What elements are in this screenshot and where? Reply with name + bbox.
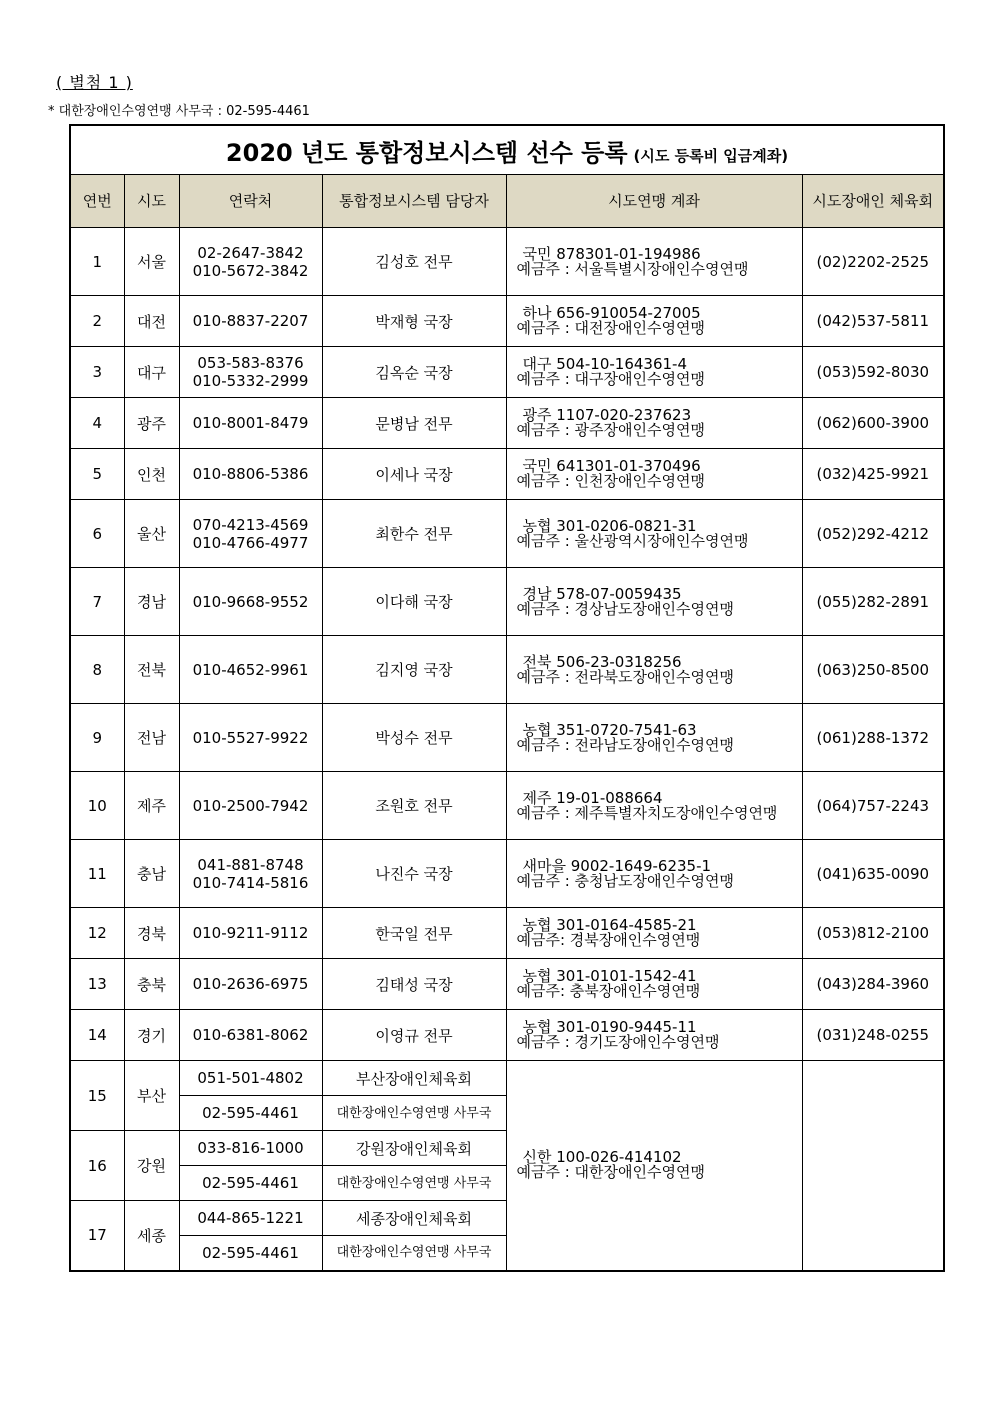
- table-row: [70, 704, 944, 772]
- row-account: [506, 840, 802, 908]
- table-row: [70, 296, 944, 347]
- account-bank: 국민 641301-01-370496: [522, 457, 701, 475]
- header-account: 시도연맹 계좌: [506, 175, 802, 228]
- header-row: [70, 175, 944, 228]
- row-account: [506, 296, 802, 347]
- row-no: 16: [70, 1131, 124, 1201]
- row-contact: [179, 1010, 322, 1061]
- phone-primary: 010-8837-2207: [192, 312, 309, 330]
- row-manager: 조원호 전무: [322, 772, 506, 840]
- account-bank: 농협 301-0101-1542-41: [522, 967, 697, 985]
- row-manager: 문병남 전무: [322, 398, 506, 449]
- row-account: [506, 449, 802, 500]
- row-assoc-phone: (02)2202-2525: [802, 228, 944, 296]
- row-contact: 02-595-4461: [179, 1166, 322, 1201]
- account-holder: 예금주 : 대전장애인수영연맹: [516, 319, 705, 337]
- account-bank: 하나 656-910054-27005: [522, 304, 701, 322]
- row-region: 경남: [124, 568, 179, 636]
- row-region: 부산: [124, 1061, 179, 1131]
- table-row: [70, 347, 944, 398]
- row-account: [506, 398, 802, 449]
- phone-primary: 010-5527-9922: [192, 728, 309, 747]
- row-manager: 박재형 국장: [322, 296, 506, 347]
- table-row: [70, 500, 944, 568]
- row-assoc-phone: (032)425-9921: [802, 449, 944, 500]
- row-manager: 대한장애인수영연맹 사무국: [322, 1096, 506, 1131]
- row-no: 3: [70, 347, 124, 398]
- row-assoc-phone: (064)757-2243: [802, 772, 944, 840]
- row-manager: 대한장애인수영연맹 사무국: [322, 1166, 506, 1201]
- account-holder: 예금주 : 전라남도장애인수영연맹: [516, 735, 734, 754]
- row-region: 충남: [124, 840, 179, 908]
- row-no: 7: [70, 568, 124, 636]
- account-bank: 국민 878301-01-194986: [522, 244, 701, 263]
- account-bank: 농협 301-0164-4585-21: [522, 916, 697, 934]
- account-bank: 농협 351-0720-7541-63: [522, 720, 697, 739]
- shared-account: [506, 1061, 802, 1271]
- row-assoc-phone: (043)284-3960: [802, 959, 944, 1010]
- account-bank: 경남 578-07-0059435: [522, 584, 682, 603]
- title-sub: (시도 등록비 입금계좌): [633, 146, 789, 165]
- row-contact: [179, 398, 322, 449]
- account-holder: 예금주 : 충청남도장애인수영연맹: [516, 871, 734, 890]
- row-no: 6: [70, 500, 124, 568]
- row-no: 2: [70, 296, 124, 347]
- header-contact: 연락처: [179, 175, 322, 228]
- header-manager: 통합정보시스템 담당자: [322, 175, 506, 228]
- row-manager: 나진수 국장: [322, 840, 506, 908]
- account-holder: 예금주 : 울산광역시장애인수영연맹: [516, 531, 749, 550]
- row-region: 경북: [124, 908, 179, 959]
- account-holder: 예금주: 경북장애인수영연맹: [516, 931, 701, 949]
- phone-primary: 010-8001-8479: [192, 414, 309, 432]
- row-region: 광주: [124, 398, 179, 449]
- table-row: [70, 1010, 944, 1061]
- row-account: [506, 568, 802, 636]
- row-contact: 033-816-1000: [179, 1131, 322, 1166]
- account-holder: 예금주 : 제주특별자치도장애인수영연맹: [516, 803, 778, 822]
- row-region: 대구: [124, 347, 179, 398]
- account-bank: 새마을 9002-1649-6235-1: [522, 856, 712, 875]
- header-assoc: 시도장애인 체육회: [802, 175, 944, 228]
- row-no: 12: [70, 908, 124, 959]
- row-assoc-phone: (063)250-8500: [802, 636, 944, 704]
- phone-secondary: 010-5332-2999: [192, 372, 309, 390]
- table-row: [70, 398, 944, 449]
- account-bank: 대구 504-10-164361-4: [522, 355, 688, 373]
- row-contact: [179, 704, 322, 772]
- account-holder: 예금주 : 광주장애인수영연맹: [516, 421, 705, 439]
- row-manager: 이세나 국장: [322, 449, 506, 500]
- phone-primary: 010-2500-7942: [192, 796, 309, 815]
- table-title: [70, 125, 944, 175]
- row-no: 5: [70, 449, 124, 500]
- row-no: 1: [70, 228, 124, 296]
- row-no: 8: [70, 636, 124, 704]
- table-row: [70, 908, 944, 959]
- row-no: 17: [70, 1201, 124, 1271]
- phone-primary: 041-881-8748: [197, 855, 304, 874]
- row-manager: 김태성 국장: [322, 959, 506, 1010]
- account-holder: 예금주 : 경기도장애인수영연맹: [516, 1033, 720, 1051]
- row-no: 14: [70, 1010, 124, 1061]
- row-region: 전북: [124, 636, 179, 704]
- row-account: [506, 959, 802, 1010]
- row-region: 세종: [124, 1201, 179, 1271]
- account-bank: 농협 301-0206-0821-31: [522, 516, 697, 535]
- row-no: 9: [70, 704, 124, 772]
- row-contact: [179, 840, 322, 908]
- row-region: 강원: [124, 1131, 179, 1201]
- account-bank: 광주 1107-020-237623: [522, 406, 692, 424]
- row-manager: 강원장애인체육회: [322, 1131, 506, 1166]
- row-contact: 02-595-4461: [179, 1096, 322, 1131]
- row-contact: [179, 772, 322, 840]
- row-assoc-phone: (053)592-8030: [802, 347, 944, 398]
- account-holder: 예금주 : 서울특별시장애인수영연맹: [516, 259, 749, 278]
- row-manager: 박성수 전무: [322, 704, 506, 772]
- row-account: [506, 704, 802, 772]
- row-manager: 이다해 국장: [322, 568, 506, 636]
- row-account: [506, 636, 802, 704]
- row-contact: [179, 636, 322, 704]
- row-assoc-phone: (042)537-5811: [802, 296, 944, 347]
- row-account: [506, 347, 802, 398]
- row-region: 대전: [124, 296, 179, 347]
- row-no: 15: [70, 1061, 124, 1131]
- phone-primary: 010-4652-9961: [192, 660, 309, 679]
- row-contact: [179, 500, 322, 568]
- row-region: 경기: [124, 1010, 179, 1061]
- table-row: [70, 449, 944, 500]
- row-region: 제주: [124, 772, 179, 840]
- account-holder: 예금주 : 전라북도장애인수영연맹: [516, 667, 734, 686]
- phone-secondary: 010-5672-3842: [192, 261, 309, 280]
- header-no: 연번: [70, 175, 124, 228]
- account-bank: 전북 506-23-0318256: [522, 652, 682, 671]
- title-main: 2020 년도 통합정보시스템 선수 등록: [225, 138, 628, 167]
- table-row: [70, 636, 944, 704]
- phone-primary: 010-8806-5386: [192, 465, 309, 483]
- row-manager: 김옥순 국장: [322, 347, 506, 398]
- row-assoc-phone: (031)248-0255: [802, 1010, 944, 1061]
- row-contact: [179, 296, 322, 347]
- row-region: 충북: [124, 959, 179, 1010]
- row-contact: [179, 347, 322, 398]
- row-contact: [179, 568, 322, 636]
- row-assoc-phone: (055)282-2891: [802, 568, 944, 636]
- row-assoc-phone: (052)292-4212: [802, 500, 944, 568]
- row-assoc-phone: (061)288-1372: [802, 704, 944, 772]
- phone-secondary: 010-7414-5816: [192, 873, 309, 892]
- row-no: 4: [70, 398, 124, 449]
- row-contact: [179, 228, 322, 296]
- attachment-label: ( 별첨 1 ): [56, 73, 133, 92]
- phone-primary: 010-2636-6975: [192, 975, 309, 993]
- row-account: [506, 908, 802, 959]
- table-row: [70, 959, 944, 1010]
- table-row: [70, 568, 944, 636]
- row-manager: 김지영 국장: [322, 636, 506, 704]
- row-manager: 대한장애인수영연맹 사무국: [322, 1236, 506, 1271]
- table-row: [70, 228, 944, 296]
- row-region: 서울: [124, 228, 179, 296]
- row-no: 13: [70, 959, 124, 1010]
- row-contact: [179, 449, 322, 500]
- row-manager: 한국일 전무: [322, 908, 506, 959]
- row-manager: 김성호 전무: [322, 228, 506, 296]
- table-row: [70, 772, 944, 840]
- row-no: 11: [70, 840, 124, 908]
- row-manager: 부산장애인체육회: [322, 1061, 506, 1096]
- phone-primary: 010-9211-9112: [192, 924, 309, 942]
- phone-primary: 010-9668-9552: [192, 592, 309, 611]
- row-assoc-phone: (053)812-2100: [802, 908, 944, 959]
- account-holder: 예금주 : 대한장애인수영연맹: [516, 1163, 705, 1182]
- row-region: 울산: [124, 500, 179, 568]
- row-contact: 02-595-4461: [179, 1236, 322, 1271]
- row-region: 전남: [124, 704, 179, 772]
- account-holder: 예금주 : 인천장애인수영연맹: [516, 472, 705, 490]
- row-region: 인천: [124, 449, 179, 500]
- table-row: [70, 840, 944, 908]
- registration-table: [69, 124, 945, 1272]
- phone-primary: 010-6381-8062: [192, 1026, 309, 1044]
- account-bank: 신한 100-026-414102: [522, 1148, 682, 1167]
- account-holder: 예금주 : 대구장애인수영연맹: [516, 370, 705, 388]
- row-manager: 최한수 전무: [322, 500, 506, 568]
- row-manager: 세종장애인체육회: [322, 1201, 506, 1236]
- account-bank: 농협 301-0190-9445-11: [522, 1018, 697, 1036]
- phone-primary: 070-4213-4569: [192, 515, 309, 534]
- row-assoc-phone: (062)600-3900: [802, 398, 944, 449]
- phone-secondary: 010-4766-4977: [192, 533, 309, 552]
- row-contact: 044-865-1221: [179, 1201, 322, 1236]
- phone-primary: 053-583-8376: [197, 354, 304, 372]
- row-account: [506, 1010, 802, 1061]
- row-contact: [179, 908, 322, 959]
- row-contact: [179, 959, 322, 1010]
- row-contact: 051-501-4802: [179, 1061, 322, 1096]
- row-account: [506, 228, 802, 296]
- row-account: [506, 500, 802, 568]
- row-manager: 이영규 전무: [322, 1010, 506, 1061]
- contact-note: * 대한장애인수영연맹 사무국 : 02-595-4461: [48, 104, 310, 119]
- account-holder: 예금주 : 경상남도장애인수영연맹: [516, 599, 734, 618]
- phone-primary: 02-2647-3842: [197, 243, 304, 262]
- account-bank: 제주 19-01-088664: [522, 788, 663, 807]
- shared-assoc-phone: [802, 1061, 944, 1271]
- row-assoc-phone: (041)635-0090: [802, 840, 944, 908]
- table-row: [70, 1061, 944, 1096]
- row-no: 10: [70, 772, 124, 840]
- row-account: [506, 772, 802, 840]
- account-holder: 예금주: 충북장애인수영연맹: [516, 982, 701, 1000]
- header-region: 시도: [124, 175, 179, 228]
